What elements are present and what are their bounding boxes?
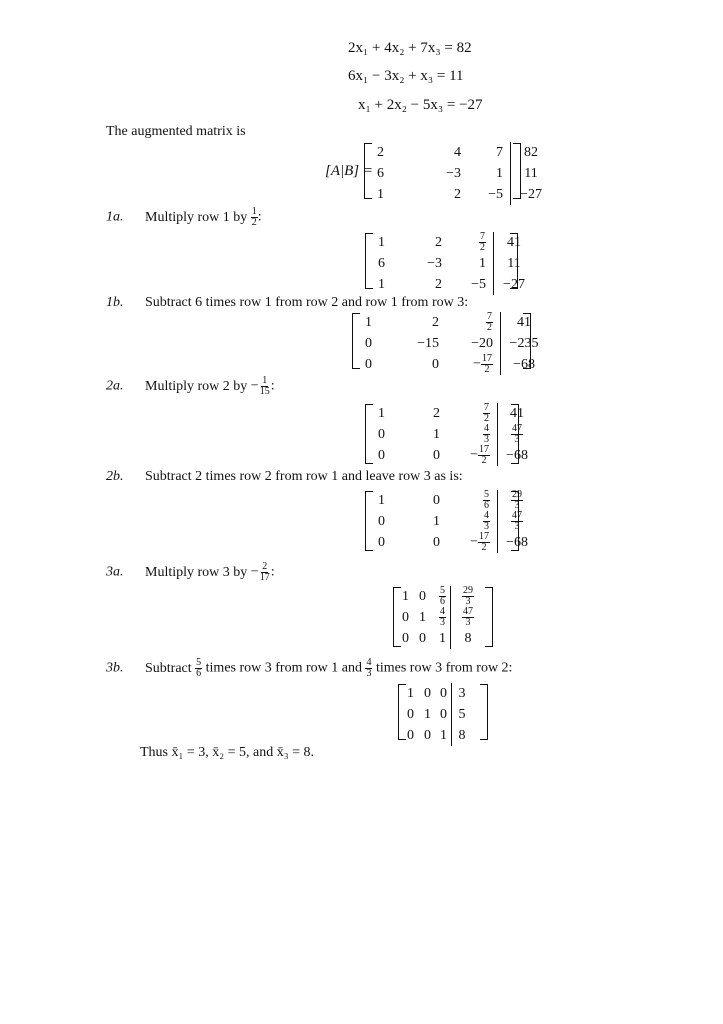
- matrix-cell: 1: [440, 727, 447, 743]
- matrix-6: [403, 683, 472, 746]
- matrix-cell: 6: [377, 165, 384, 181]
- cell-fraction: [483, 490, 490, 511]
- step-text: Subtract 2 times row 2 from row 1 and leave row 3 as is:: [145, 469, 463, 484]
- equation-3: x₁ + 2x₂ − 5x₃ = −27: [358, 97, 483, 113]
- step-text: Subtract: [145, 660, 192, 676]
- matrix-cell: 0: [419, 630, 426, 646]
- matrix-cell: 0: [433, 492, 440, 508]
- cell-fraction: [486, 312, 493, 333]
- frac-denominator: 3: [514, 521, 520, 532]
- cell-fraction: [462, 607, 474, 628]
- step-fraction: [195, 658, 202, 679]
- matrix-cell: 2: [435, 276, 442, 292]
- matrix-cell: −68: [498, 532, 538, 553]
- cell-fraction: [462, 586, 474, 607]
- matrix-cell: [447, 403, 498, 424]
- matrix-cell: [451, 607, 487, 628]
- matrix-cell: [430, 607, 451, 628]
- frac-denominator: 6: [440, 596, 445, 607]
- matrix-cell: 0: [402, 630, 409, 646]
- matrix-cell: −3: [446, 165, 461, 181]
- matrix-cell: 1: [433, 426, 440, 442]
- step-3b: [106, 658, 512, 679]
- equation-2: 6x₁ − 3x₂ + x₃ = 11: [348, 68, 464, 84]
- matrix-row: [403, 704, 472, 725]
- frac-numerator: 4: [440, 606, 445, 617]
- matrix-cell: 1: [378, 276, 385, 292]
- matrix-cell: [446, 354, 501, 375]
- step-text-end: :: [270, 378, 275, 394]
- matrix-cell: 1: [424, 706, 431, 722]
- step-2a: [106, 376, 275, 397]
- matrix-cell: 2: [435, 234, 442, 250]
- matrix-cell: −68: [501, 354, 549, 375]
- frac-denominator: 6: [196, 668, 202, 679]
- matrix-cell: 0: [424, 685, 431, 701]
- step-fraction: [251, 207, 258, 228]
- matrix-bracket-right: [511, 404, 519, 464]
- matrix-cell: 3: [452, 683, 473, 704]
- frac-numerator: 5: [196, 657, 202, 668]
- step-text: Multiply row 3 by: [145, 564, 248, 580]
- matrix-cell: 41: [498, 403, 538, 424]
- frac-denominator: 6: [484, 500, 489, 511]
- matrix-cell: 2: [433, 405, 440, 421]
- frac-denominator: 3: [465, 617, 471, 628]
- matrix-cell: [449, 232, 494, 253]
- matrix-cell: 0: [407, 706, 414, 722]
- matrix-cell: 1: [419, 609, 426, 625]
- matrix-cell: 0: [365, 335, 372, 351]
- frac-numerator: 1: [262, 375, 268, 386]
- matrix-row: [398, 586, 486, 607]
- matrix-row: [358, 333, 548, 354]
- step-frac-sign: −: [250, 378, 259, 394]
- step-fraction-2: [365, 658, 372, 679]
- matrix-cell: 2: [377, 144, 384, 160]
- frac-denominator: 2: [251, 217, 257, 228]
- frac-numerator: 47: [463, 606, 473, 617]
- matrix-cell: −5: [471, 276, 486, 292]
- frac-numerator: 17: [479, 531, 489, 542]
- matrix-cell: 2: [432, 314, 439, 330]
- cell-fraction: [478, 532, 490, 553]
- frac-numerator: 5: [440, 585, 445, 596]
- frac-denominator: 3: [465, 596, 471, 607]
- frac-sign: −: [470, 534, 478, 550]
- matrix-cell: 41: [494, 232, 536, 253]
- matrix-row: [370, 184, 552, 205]
- matrix-bracket-right: [510, 233, 518, 289]
- matrix-cell: −235: [501, 333, 549, 354]
- matrix-bracket-right: [513, 143, 521, 199]
- matrix-cell: [447, 445, 498, 466]
- matrix-bracket-right: [485, 587, 493, 647]
- matrix-cell: −27: [511, 184, 553, 205]
- matrix-cell: 2: [454, 186, 461, 202]
- frac-numerator: 29: [463, 585, 473, 596]
- matrix-cell: 8: [452, 725, 473, 746]
- matrix-cell: −68: [498, 445, 538, 466]
- frac-denominator: 2: [484, 413, 489, 424]
- matrix-cell: 1: [407, 685, 414, 701]
- matrix-cell: 1: [433, 513, 440, 529]
- matrix-0: [370, 142, 552, 205]
- matrix-bracket-right: [480, 684, 488, 740]
- frac-denominator: 3: [514, 434, 520, 445]
- step-text-end: :: [270, 564, 275, 580]
- matrix-cell: −3: [427, 255, 442, 271]
- step-text-mid: times row 3 from row 1 and: [205, 660, 362, 676]
- cell-fraction: [479, 232, 486, 253]
- matrix-cell: −27: [494, 274, 536, 295]
- step-text: Multiply row 1 by: [145, 209, 248, 225]
- conclusion: Thus x̄₁ = 3, x̄₂ = 5, and x̄₃ = 8.: [140, 745, 315, 760]
- frac-denominator: 3: [366, 668, 372, 679]
- intro-text: The augmented matrix is: [106, 124, 246, 139]
- matrix-cell: 0: [365, 356, 372, 372]
- step-label: 3a.: [106, 564, 124, 580]
- step-text: Subtract 6 times row 1 from row 2 and row 1 from row 3:: [145, 295, 469, 310]
- matrix-cell: 41: [501, 312, 549, 333]
- matrix-label: [A|B] =: [325, 163, 373, 179]
- matrix-cell: 0: [378, 447, 385, 463]
- frac-numerator: 2: [262, 561, 268, 572]
- frac-numerator: 7: [484, 402, 489, 413]
- matrix-cell: [447, 511, 498, 532]
- matrix-cell: −20: [471, 335, 493, 351]
- matrix-cell: 1: [378, 492, 385, 508]
- matrix-cell: 8: [451, 628, 487, 649]
- cell-fraction: [439, 586, 446, 607]
- matrix-cell: 5: [452, 704, 473, 725]
- frac-denominator: 2: [484, 364, 490, 375]
- matrix-cell: 7: [496, 144, 503, 160]
- matrix-cell: 1: [496, 165, 503, 181]
- step-1a: [106, 207, 262, 228]
- frac-numerator: 5: [484, 489, 489, 500]
- matrix-bracket-right: [511, 491, 519, 551]
- frac-denominator: 15: [259, 386, 270, 397]
- frac-sign: −: [473, 356, 481, 372]
- frac-numerator: 4: [366, 657, 372, 668]
- frac-sign: −: [470, 447, 478, 463]
- matrix-cell: 0: [378, 513, 385, 529]
- matrix-5: [398, 586, 486, 649]
- matrix-cell: 11: [511, 163, 553, 184]
- equation-1: 2x₁ + 4x₂ + 7x₃ = 82: [348, 40, 472, 56]
- frac-denominator: 3: [440, 617, 445, 628]
- matrix-cell: [430, 586, 451, 607]
- step-2b: [106, 469, 463, 485]
- frac-numerator: 7: [480, 231, 485, 242]
- frac-numerator: 17: [479, 444, 489, 455]
- frac-denominator: 17: [259, 572, 270, 583]
- frac-numerator: 47: [512, 423, 522, 434]
- matrix-cell: [446, 312, 501, 333]
- cell-fraction: [483, 424, 490, 445]
- frac-numerator: 47: [512, 510, 522, 521]
- matrix-cell: 0: [407, 727, 414, 743]
- cell-fraction: [481, 354, 493, 375]
- frac-numerator: 1: [251, 206, 257, 217]
- matrix-row: [358, 354, 548, 375]
- step-3a: [106, 562, 275, 583]
- step-frac-sign: −: [250, 564, 259, 580]
- cell-fraction: [483, 511, 490, 532]
- matrix-row: [403, 725, 472, 746]
- matrix-cell: 4: [454, 144, 461, 160]
- frac-denominator: 3: [514, 500, 520, 511]
- matrix-cell: 1: [378, 234, 385, 250]
- matrix-cell: 0: [440, 685, 447, 701]
- matrix-row: [398, 628, 486, 649]
- matrix-row: [403, 683, 472, 704]
- step-text: Multiply row 2 by: [145, 378, 248, 394]
- frac-denominator: 2: [480, 242, 485, 253]
- frac-numerator: 4: [484, 423, 489, 434]
- matrix-row: [358, 312, 548, 333]
- step-1b: [106, 295, 468, 311]
- matrix-cell: 0: [440, 706, 447, 722]
- cell-fraction: [483, 403, 490, 424]
- matrix-cell: 0: [433, 534, 440, 550]
- cell-fraction: [478, 445, 490, 466]
- frac-denominator: 3: [484, 434, 489, 445]
- step-label: 2a.: [106, 378, 124, 394]
- matrix-cell: 0: [419, 588, 426, 604]
- matrix-cell: 0: [424, 727, 431, 743]
- matrix-cell: [447, 490, 498, 511]
- matrix-cell: 0: [433, 447, 440, 463]
- frac-denominator: 2: [481, 455, 487, 466]
- matrix-cell: 0: [378, 426, 385, 442]
- step-text-end: :: [257, 209, 262, 225]
- frac-denominator: 2: [487, 322, 492, 333]
- matrix-cell: 1: [365, 314, 372, 330]
- frac-numerator: 7: [487, 311, 492, 322]
- frac-numerator: 4: [484, 510, 489, 521]
- matrix-cell: 1: [479, 255, 486, 271]
- matrix-cell: 6: [378, 255, 385, 271]
- matrix-cell: −5: [488, 186, 503, 202]
- matrix-cell: 0: [432, 356, 439, 372]
- step-fraction: [259, 376, 271, 397]
- step-fraction: [259, 562, 271, 583]
- matrix-cell: [451, 586, 487, 607]
- step-label: 2b.: [106, 469, 124, 484]
- matrix-cell: [447, 532, 498, 553]
- matrix-2: [358, 312, 548, 375]
- step-label: 3b.: [106, 660, 124, 676]
- step-label: 1b.: [106, 295, 124, 310]
- matrix-cell: 1: [378, 405, 385, 421]
- frac-denominator: 3: [484, 521, 489, 532]
- step-label: 1a.: [106, 209, 124, 225]
- matrix-cell: 1: [439, 630, 446, 646]
- matrix-row: [370, 163, 552, 184]
- matrix-cell: [447, 424, 498, 445]
- cell-fraction: [439, 607, 446, 628]
- frac-numerator: 29: [512, 489, 522, 500]
- matrix-cell: 1: [402, 588, 409, 604]
- matrix-row: [370, 142, 552, 163]
- matrix-cell: 0: [378, 534, 385, 550]
- matrix-cell: −15: [417, 335, 439, 351]
- matrix-cell: 1: [377, 186, 384, 202]
- matrix-cell: 0: [402, 609, 409, 625]
- matrix-bracket-right: [523, 313, 531, 369]
- matrix-cell: 82: [511, 142, 553, 163]
- frac-numerator: 17: [482, 353, 492, 364]
- matrix-cell: 11: [494, 253, 536, 274]
- matrix-row: [398, 607, 486, 628]
- step-text-end: times row 3 from row 2:: [375, 660, 513, 676]
- frac-denominator: 2: [481, 542, 487, 553]
